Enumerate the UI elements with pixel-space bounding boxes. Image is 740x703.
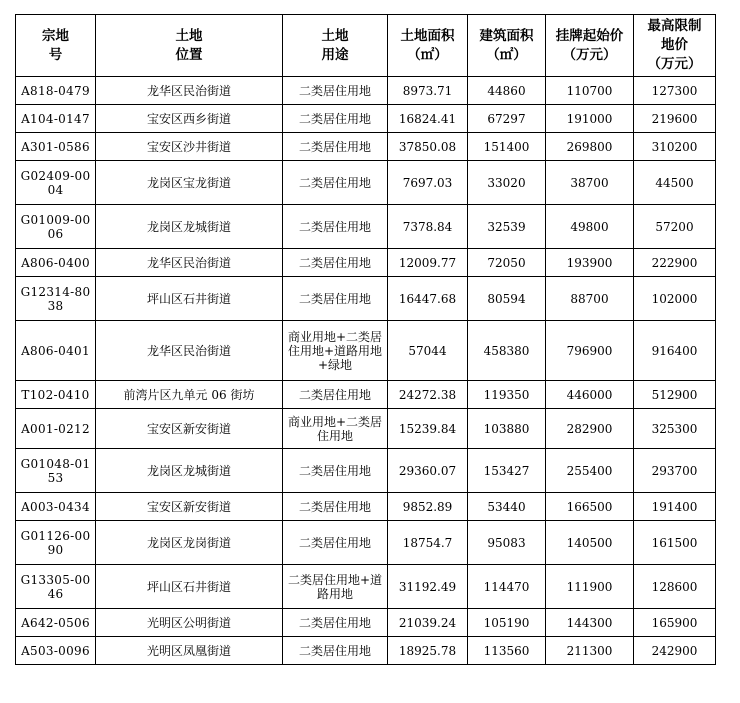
table-row [16,277,716,321]
cell-max-price: 916400 [634,321,716,381]
cell-building-area: 105190 [468,609,546,637]
cell-land-area: 24272.38 [388,381,468,409]
cell-max-price: 310200 [634,133,716,161]
cell-building-area: 113560 [468,637,546,665]
cell-start-price: 191000 [546,105,634,133]
cell-start-price: 140500 [546,521,634,565]
table-row [16,381,716,409]
cell-start-price: 38700 [546,161,634,205]
header-location: 土地 位置 [96,15,283,77]
cell-location: 龙华区民治街道 [96,321,283,381]
cell-land-area: 7697.03 [388,161,468,205]
cell-land-use: 二类居住用地 [283,205,388,249]
cell-land-use: 商业用地+二类居住用地 [283,409,388,449]
cell-building-area: 103880 [468,409,546,449]
header-max-price: 最高限制 地价 （万元） [634,15,716,77]
cell-land-area: 7378.84 [388,205,468,249]
cell-parcel-number: A003-0434 [16,493,96,521]
cell-max-price: 325300 [634,409,716,449]
table-row [16,449,716,493]
cell-location: 光明区凤凰街道 [96,637,283,665]
header-land-use: 土地 用途 [283,15,388,77]
cell-start-price: 193900 [546,249,634,277]
table-row [16,161,716,205]
cell-land-use: 二类居住用地 [283,449,388,493]
cell-land-area: 29360.07 [388,449,468,493]
cell-location: 宝安区新安街道 [96,409,283,449]
cell-building-area: 53440 [468,493,546,521]
cell-location: 光明区公明街道 [96,609,283,637]
cell-building-area: 80594 [468,277,546,321]
cell-parcel-number: A642-0506 [16,609,96,637]
cell-parcel-number: A503-0096 [16,637,96,665]
cell-building-area: 151400 [468,133,546,161]
cell-building-area: 153427 [468,449,546,493]
cell-location: 坪山区石井街道 [96,277,283,321]
cell-land-use: 商业用地+二类居住用地+道路用地+绿地 [283,321,388,381]
cell-parcel-number: A001-0212 [16,409,96,449]
cell-start-price: 446000 [546,381,634,409]
cell-land-use: 二类居住用地 [283,277,388,321]
cell-land-use: 二类居住用地+道路用地 [283,565,388,609]
cell-start-price: 211300 [546,637,634,665]
cell-location: 龙岗区龙城街道 [96,205,283,249]
cell-location: 坪山区石井街道 [96,565,283,609]
cell-start-price: 144300 [546,609,634,637]
cell-building-area: 67297 [468,105,546,133]
header-row [16,15,716,77]
cell-start-price: 49800 [546,205,634,249]
cell-land-area: 18925.78 [388,637,468,665]
cell-start-price: 282900 [546,409,634,449]
cell-building-area: 44860 [468,77,546,105]
table-row [16,105,716,133]
cell-land-use: 二类居住用地 [283,521,388,565]
cell-parcel-number: G01048-0153 [16,449,96,493]
header-start-price: 挂牌起始价 （万元） [546,15,634,77]
cell-building-area: 458380 [468,321,546,381]
cell-location: 龙岗区龙岗街道 [96,521,283,565]
cell-max-price: 44500 [634,161,716,205]
cell-land-use: 二类居住用地 [283,133,388,161]
table-row [16,77,716,105]
cell-land-area: 15239.84 [388,409,468,449]
cell-parcel-number: G01009-0006 [16,205,96,249]
cell-land-use: 二类居住用地 [283,77,388,105]
cell-location: 龙岗区龙城街道 [96,449,283,493]
cell-max-price: 161500 [634,521,716,565]
table-row [16,565,716,609]
cell-start-price: 88700 [546,277,634,321]
cell-land-area: 37850.08 [388,133,468,161]
cell-max-price: 128600 [634,565,716,609]
cell-land-use: 二类居住用地 [283,609,388,637]
cell-location: 宝安区沙井街道 [96,133,283,161]
cell-land-area: 21039.24 [388,609,468,637]
cell-building-area: 114470 [468,565,546,609]
header-land-area: 土地面积 （㎡） [388,15,468,77]
cell-land-use: 二类居住用地 [283,105,388,133]
table-row [16,133,716,161]
cell-land-area: 16824.41 [388,105,468,133]
cell-building-area: 72050 [468,249,546,277]
cell-building-area: 33020 [468,161,546,205]
cell-land-use: 二类居住用地 [283,249,388,277]
cell-land-area: 57044 [388,321,468,381]
cell-land-area: 9852.89 [388,493,468,521]
cell-parcel-number: G02409-0004 [16,161,96,205]
header-parcel-number: 宗地 号 [16,15,96,77]
cell-start-price: 166500 [546,493,634,521]
cell-building-area: 119350 [468,381,546,409]
cell-parcel-number: T102-0410 [16,381,96,409]
cell-land-area: 8973.71 [388,77,468,105]
cell-location: 龙华区民治街道 [96,249,283,277]
header-building-area: 建筑面积 （㎡） [468,15,546,77]
table-body [16,77,716,665]
cell-location: 宝安区新安街道 [96,493,283,521]
cell-parcel-number: G01126-0090 [16,521,96,565]
cell-location: 龙岗区宝龙街道 [96,161,283,205]
cell-parcel-number: A301-0586 [16,133,96,161]
cell-building-area: 95083 [468,521,546,565]
cell-max-price: 191400 [634,493,716,521]
land-auction-table [15,14,716,665]
cell-max-price: 242900 [634,637,716,665]
cell-max-price: 127300 [634,77,716,105]
cell-location: 宝安区西乡街道 [96,105,283,133]
cell-land-use: 二类居住用地 [283,381,388,409]
cell-max-price: 293700 [634,449,716,493]
cell-start-price: 269800 [546,133,634,161]
cell-land-use: 二类居住用地 [283,637,388,665]
cell-parcel-number: A806-0400 [16,249,96,277]
cell-max-price: 57200 [634,205,716,249]
table-row [16,637,716,665]
cell-start-price: 111900 [546,565,634,609]
table-row [16,205,716,249]
cell-parcel-number: A104-0147 [16,105,96,133]
cell-max-price: 102000 [634,277,716,321]
cell-max-price: 512900 [634,381,716,409]
cell-max-price: 222900 [634,249,716,277]
cell-location: 前湾片区九单元 06 街坊 [96,381,283,409]
table-row [16,493,716,521]
cell-start-price: 796900 [546,321,634,381]
table-row [16,521,716,565]
table-row [16,609,716,637]
cell-parcel-number: A818-0479 [16,77,96,105]
cell-parcel-number: A806-0401 [16,321,96,381]
cell-land-area: 16447.68 [388,277,468,321]
table-row [16,409,716,449]
cell-land-area: 12009.77 [388,249,468,277]
cell-location: 龙华区民治街道 [96,77,283,105]
cell-land-use: 二类居住用地 [283,493,388,521]
cell-parcel-number: G13305-0046 [16,565,96,609]
cell-parcel-number: G12314-8038 [16,277,96,321]
table-row [16,249,716,277]
cell-land-use: 二类居住用地 [283,161,388,205]
cell-start-price: 110700 [546,77,634,105]
cell-land-area: 18754.7 [388,521,468,565]
cell-start-price: 255400 [546,449,634,493]
table-row [16,321,716,381]
cell-building-area: 32539 [468,205,546,249]
cell-land-area: 31192.49 [388,565,468,609]
cell-max-price: 165900 [634,609,716,637]
cell-max-price: 219600 [634,105,716,133]
